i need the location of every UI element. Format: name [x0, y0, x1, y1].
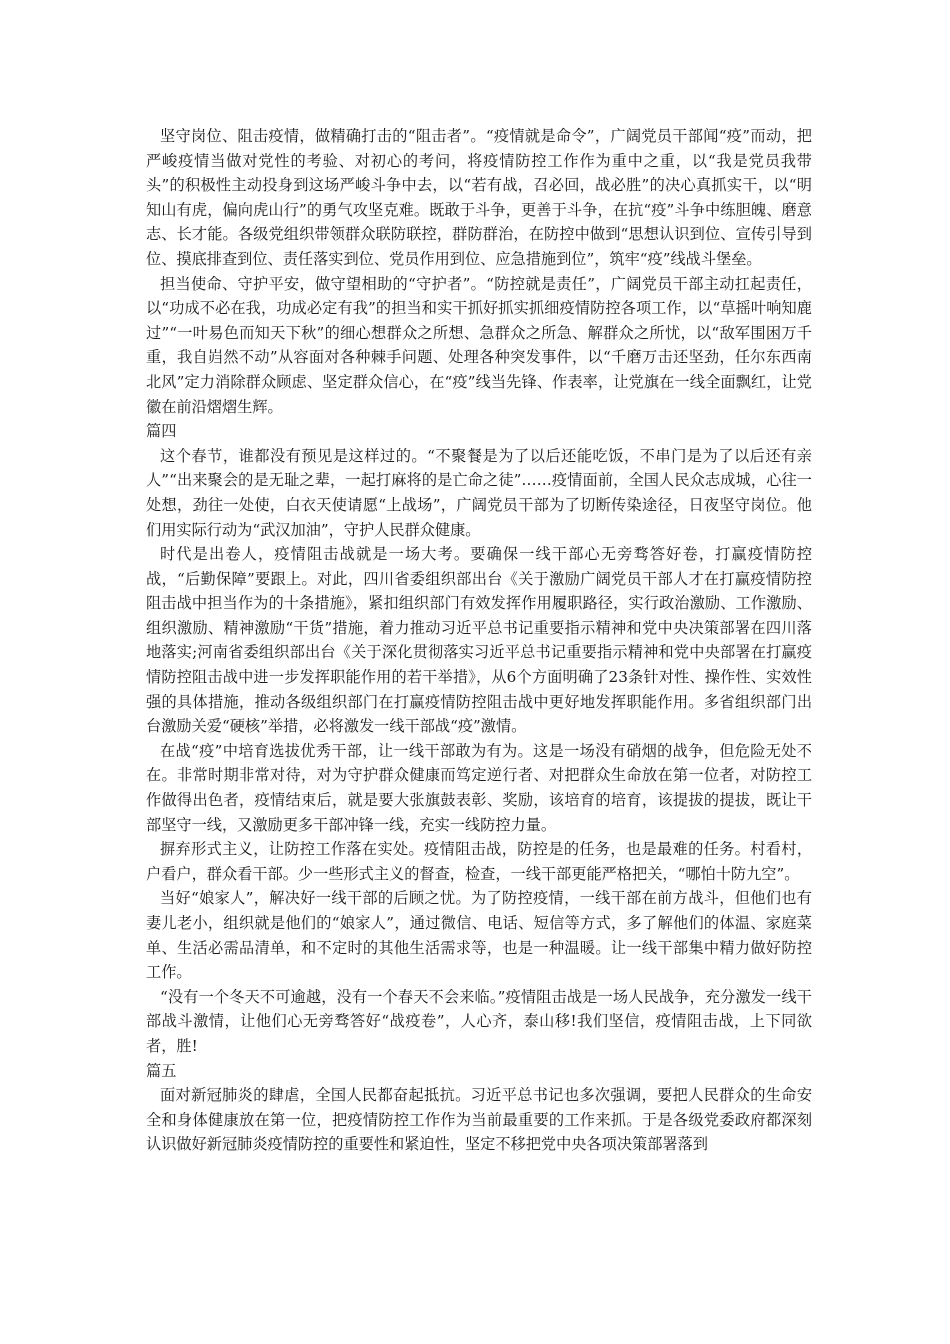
paragraph: 面对新冠肺炎的肆虐，全国人民都奋起抵抗。习近平总书记也多次强调，要把人民群众的生命安全和身体健康放在第一位，把疫情防控工作作为当前最重要的工作来抓。于是各级党委政府都深刻认识做好新冠肺炎疫情防控的重要性和紧迫性，坚定不移把党中央各项决策部署落到 — [146, 1086, 812, 1154]
section-heading: 篇五 — [146, 1061, 177, 1080]
section-heading: 篇四 — [146, 422, 177, 441]
paragraph: 这个春节，谁都没有预见是这样过的。“不聚餐是为了以后还能吃饭，不串门是为了以后还有亲人”“出来聚会的是无耻之辈，一起打麻将的是亡命之徒”……疫情面前，全国人民众志成城，心往一处想，劲往一处使，白衣天使请愿“上战场”，广阔党员干部为了切断传染途径，日夜坚守岗位。他们用实际行动为“武汉加油”，守护人民群众健康。 — [146, 446, 812, 539]
document-body — [146, 124, 812, 1157]
paragraph: 时代是出卷人，疫情阻击战就是一场大考。要确保一线干部心无旁骛答好卷，打赢疫情防控战，“后勤保障”要跟上。对此，四川省委组织部出台《关于激励广阔党员干部人才在打赢疫情防控阻击战中担当作为的十条措施》，紧扣组织部门有效发挥作用履职路径，实行政治激励、工作激励、组织激励、精神激励“干货”措施，着力推动习近平总书记重要指示精神和党中央决策部署在四川落地落实;河南省委组织部出台《关于深化贯彻落实习近平总书记重要指示精神和党中央部署在打赢疫情防控阻击战中进一步发挥职能作用的若干举措》，从6个方面明确了23条针对性、操作性、实效性强的具体措施，推动各级组织部门在打赢疫情防控阻击战中更好地发挥职能作用。多省组织部门出台激励关爱“硬核”举措，必将激发一线干部战“疫”激情。 — [146, 545, 812, 736]
paragraph: “没有一个冬天不可逾越，没有一个春天不会来临。”疫情阻击战是一场人民战争，充分激发一线干部战斗激情，让他们心无旁骛答好“战疫卷”，人心齐，泰山移!我们坚信，疫情阻击战，上下同欲者，胜! — [146, 987, 812, 1055]
paragraph: 当好“娘家人”，解决好一线干部的后顾之忧。为了防控疫情，一线干部在前方战斗，但他们也有妻儿老小，组织就是他们的“娘家人”，通过微信、电话、短信等方式，多了解他们的体温、家庭菜单、生活必需品清单，和不定时的其他生活需求等，也是一种温暖。让一线干部集中精力做好防控工作。 — [146, 889, 812, 982]
paragraph: 坚守岗位、阻击疫情，做精确打击的“阻击者”。“疫情就是命令”，广阔党员干部闻“疫”而动，把严峻疫情当做对党性的考验、对初心的考问，将疫情防控工作作为重中之重，以“我是党员我带头”的积极性主动投身到这场严峻斗争中去，以“若有战，召必回，战必胜”的决心真抓实干，以“明知山有虎，偏向虎山行”的勇气攻坚克难。既敢于斗争，更善于斗争，在抗“疫”斗争中练胆魄、磨意志、长才能。各级党组织带领群众联防联控，群防群治，在防控中做到“思想认识到位、宣传引导到位、摸底排查到位、责任落实到位、党员作用到位、应急措施到位”，筑牢“疫”线战斗堡垒。 — [146, 127, 812, 268]
paragraph: 在战“疫”中培育选拔优秀干部，让一线干部敢为有为。这是一场没有硝烟的战争，但危险无处不在。非常时期非常对待，对为守护群众健康而笃定逆行者、对把群众生命放在第一位者，对防控工作做得出色者，疫情结束后，就是要大张旗鼓表彰、奖励，该培育的培育，该提拔的提拔，既让干部坚守一线，又激励更多干部冲锋一线，充实一线防控力量。 — [146, 741, 812, 834]
paragraph: 摒弃形式主义，让防控工作落在实处。疫情阻击战，防控是的任务，也是最难的任务。村看村，户看户，群众看干部。少一些形式主义的督查，检查，一线干部更能严格把关，“哪怕十防九空”。 — [146, 840, 812, 883]
paragraph: 担当使命、守护平安，做守望相助的“守护者”。“防控就是责任”，广阔党员干部主动扛起责任，以“功成不必在我，功成必定有我”的担当和实干抓好抓实抓细疫情防控各项工作，以“草摇叶响知鹿过”“一叶易色而知天下秋”的细心想群众之所想、急群众之所急、解群众之所忧，以“敌军围困万千重，我自岿然不动”从容面对各种棘手问题、处理各种突发事件，以“千磨万击还坚劲，任尔东西南北风”定力消除群众顾虑、坚定群众信心，在“疫”线当先锋、作表率，让党旗在一线全面飘红，让党徽在前沿熠熠生辉。 — [146, 274, 812, 416]
